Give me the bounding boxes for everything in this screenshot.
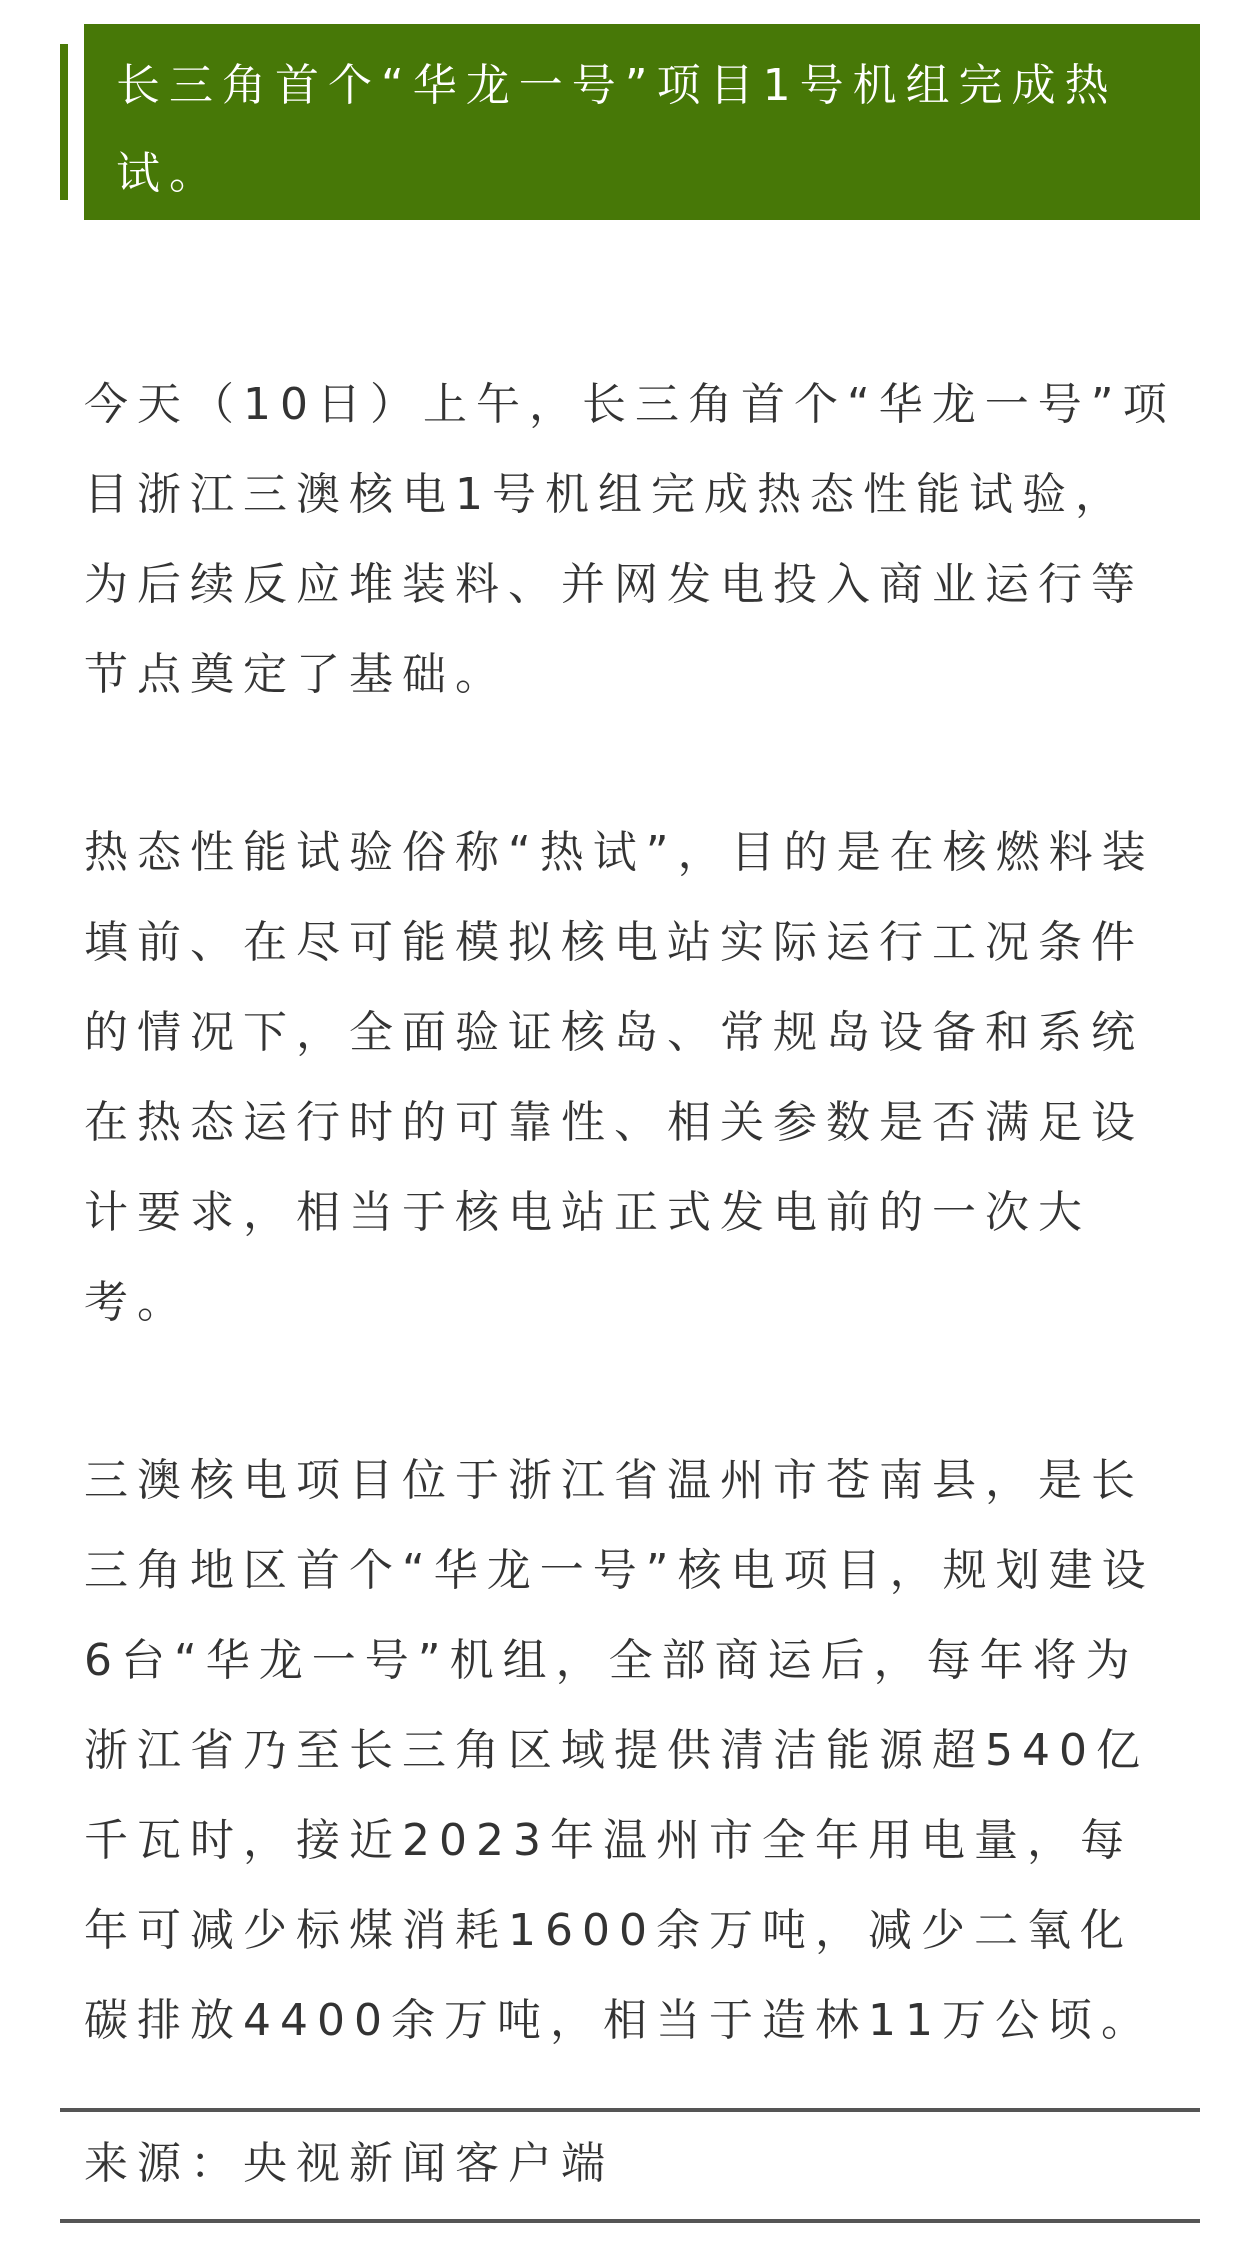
article-paragraph: 热态性能试验俗称“热试”，目的是在核燃料装填前、在尽可能模拟核电站实际运行工况条件的情况下，全面验证核岛、常规岛设备和系统在热态运行时的可靠性、相关参数是否满足设计要求，相当于核电站正式发电前的一次大考。 — [84, 827, 1155, 1328]
source-credit: 来源：央视新闻客户端 — [84, 2138, 614, 2189]
article-body — [84, 360, 1178, 2154]
headline-block — [60, 24, 1200, 220]
headline-title: 长三角首个“华龙一号”项目1号机组完成热试。 — [84, 24, 1200, 220]
article-paragraph: 三澳核电项目位于浙江省温州市苍南县，是长三角地区首个“华龙一号”核电项目，规划建设6台“华龙一号”机组，全部商运后，每年将为浙江省乃至长三角区域提供清洁能源超540亿千瓦时，接近2023年温州市全年用电量，每年可减少标煤消耗1600余万吨，减少二氧化碳排放4400余万吨，相当于造林11万公顷。 — [84, 1455, 1155, 2046]
footer-divider-top — [60, 2108, 1200, 2112]
headline-accent-bar — [60, 44, 68, 200]
footer-divider-bottom — [60, 2219, 1200, 2223]
article-paragraph: 今天（10日）上午，长三角首个“华龙一号”项目浙江三澳核电1号机组完成热态性能试验，为后续反应堆装料、并网发电投入商业运行等节点奠定了基础。 — [84, 379, 1176, 700]
